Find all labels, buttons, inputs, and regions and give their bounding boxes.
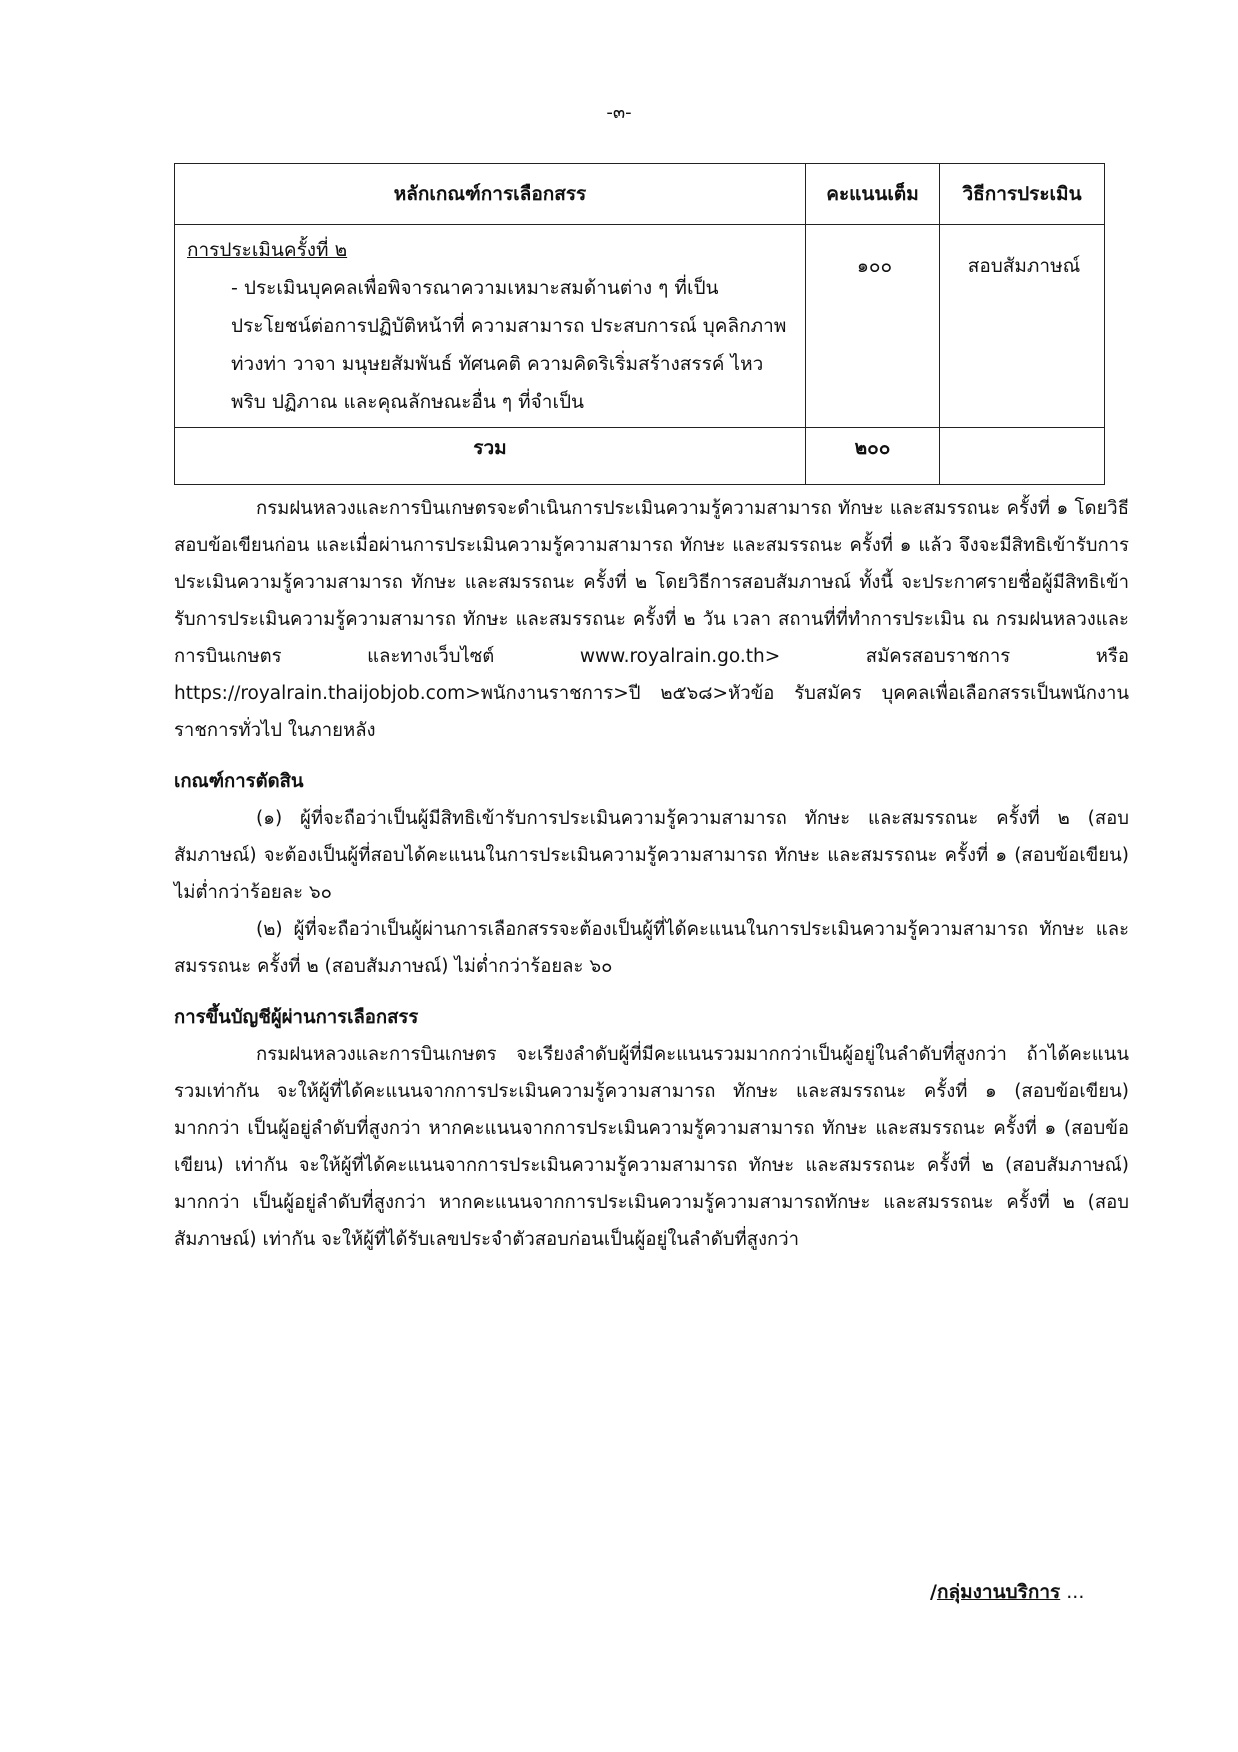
table-header-row xyxy=(175,164,1105,225)
total-method-empty xyxy=(940,428,1105,485)
decision-item-1: (๑) ผู้ที่จะถือว่าเป็นผู้มีสิทธิเข้ารับการประเมินความรู้ความสามารถ ทักษะ และสมรรถนะ ครั้งที่ ๒ (สอบสัมภาษณ์) จะต้องเป็นผู้ที่สอบได้คะแนนในการประเมินความรู้ความสามารถ ทักษะ และสมรรถนะ ครั้งที่ ๑ (สอบข้อเขียน) ไม่ต่ำกว่าร้อยละ ๖๐ xyxy=(174,808,1129,903)
intro-paragraph: กรมฝนหลวงและการบินเกษตรจะดำเนินการประเมินความรู้ความสามารถ ทักษะ และสมรรถนะ ครั้งที่ ๑ โดยวิธีสอบข้อเขียนก่อน และเมื่อผ่านการประเมินความรู้ความสามารถ ทักษะ และสมรรถนะ ครั้งที่ ๑ แล้ว จึงจะมีสิทธิเข้ารับการประเมินความรู้ความสามารถ ทักษะ และสมรรถนะ ครั้งที่ ๒ โดยวิธีการสอบสัมภาษณ์ ทั้งนี้ จะประกาศรายชื่อผู้มีสิทธิเข้ารับการประเมินความรู้ความสามารถ ทักษะ และสมรรถนะ ครั้งที่ ๒ วัน เวลา สถานที่ที่ทำการประเมิน ณ กรมฝนหลวงและการบินเกษตร และทางเว็บไซต์ www.royalrain.go.th> สมัครสอบราชการ หรือ https://royalrain.thaijobjob.com>พนักงานราชการ>ปี ๒๕๖๘>หัวข้อ รับสมัคร บุคคลเพื่อเลือกสรรเป็นพนักงานราชการทั่วไป ในภายหลัง xyxy=(174,498,1129,741)
decision-heading: เกณฑ์การตัดสิน xyxy=(174,771,304,792)
table-total-row xyxy=(175,428,1105,485)
footer-slash: / xyxy=(930,1581,937,1603)
header-criteria: หลักเกณฑ์การเลือกสรร xyxy=(175,164,806,225)
header-method: วิธีการประเมิน xyxy=(940,164,1105,225)
criteria-table xyxy=(174,163,1105,485)
next-page-note xyxy=(930,1577,1084,1607)
document-body xyxy=(174,490,1129,1258)
footer-next-section: กลุ่มงานบริการ xyxy=(936,1581,1061,1603)
header-full-score: คะแนนเต็ม xyxy=(806,164,940,225)
footer-ellipsis: ... xyxy=(1060,1581,1085,1603)
round2-description: - ประเมินบุคคลเพื่อพิจารณาความเหมาะสมด้านต่าง ๆ ที่เป็นประโยชน์ต่อการปฏิบัติหน้าที่ ความสามารถ ประสบการณ์ บุคลิกภาพ ท่วงท่า วาจา มนุษยสัมพันธ์ ทัศนคติ ความคิดริเริ่มสร้างสรรค์ ไหวพริบ ปฏิภาณ และคุณลักษณะอื่น ๆ ที่จำเป็น xyxy=(231,277,787,413)
total-score: ๒๐๐ xyxy=(806,428,940,485)
registry-paragraph: กรมฝนหลวงและการบินเกษตร จะเรียงลำดับผู้ที่มีคะแนนรวมมากกว่าเป็นผู้อยู่ในลำดับที่สูงกว่า ถ้าได้คะแนนรวมเท่ากัน จะให้ผู้ที่ได้คะแนนจากการประเมินความรู้ความสามารถ ทักษะ และสมรรถนะ ครั้งที่ ๑ (สอบข้อเขียน) มากกว่า เป็นผู้อยู่ลำดับที่สูงกว่า หากคะแนนจากการประเมินความรู้ความสามารถ ทักษะ และสมรรถนะ ครั้งที่ ๑ (สอบข้อเขียน) เท่ากัน จะให้ผู้ที่ได้คะแนนจากการประเมินความรู้ความสามารถ ทักษะ และสมรรถนะ ครั้งที่ ๒ (สอบสัมภาษณ์) มากกว่า เป็นผู้อยู่ลำดับที่สูงกว่า หากคะแนนจากการประเมินความรู้ความสามารถทักษะ และสมรรถนะ ครั้งที่ ๒ (สอบสัมภาษณ์) เท่ากัน จะให้ผู้ที่ได้รับเลขประจำตัวสอบก่อนเป็นผู้อยู่ในลำดับที่สูงกว่า xyxy=(174,1044,1129,1250)
registry-heading: การขึ้นบัญชีผู้ผ่านการเลือกสรร xyxy=(174,1007,419,1028)
round2-cell xyxy=(175,225,806,428)
table-row xyxy=(175,225,1105,428)
round2-title: การประเมินครั้งที่ ๒ xyxy=(187,239,348,261)
round2-score: ๑๐๐ xyxy=(806,225,940,428)
total-label: รวม xyxy=(175,428,806,485)
round2-method: สอบสัมภาษณ์ xyxy=(940,225,1105,428)
decision-item-2: (๒) ผู้ที่จะถือว่าเป็นผู้ผ่านการเลือกสรรจะต้องเป็นผู้ที่ได้คะแนนในการประเมินความรู้ความสามารถ ทักษะ และสมรรถนะ ครั้งที่ ๒ (สอบสัมภาษณ์) ไม่ต่ำกว่าร้อยละ ๖๐ xyxy=(174,919,1129,977)
page-number: -๓- xyxy=(606,102,632,123)
